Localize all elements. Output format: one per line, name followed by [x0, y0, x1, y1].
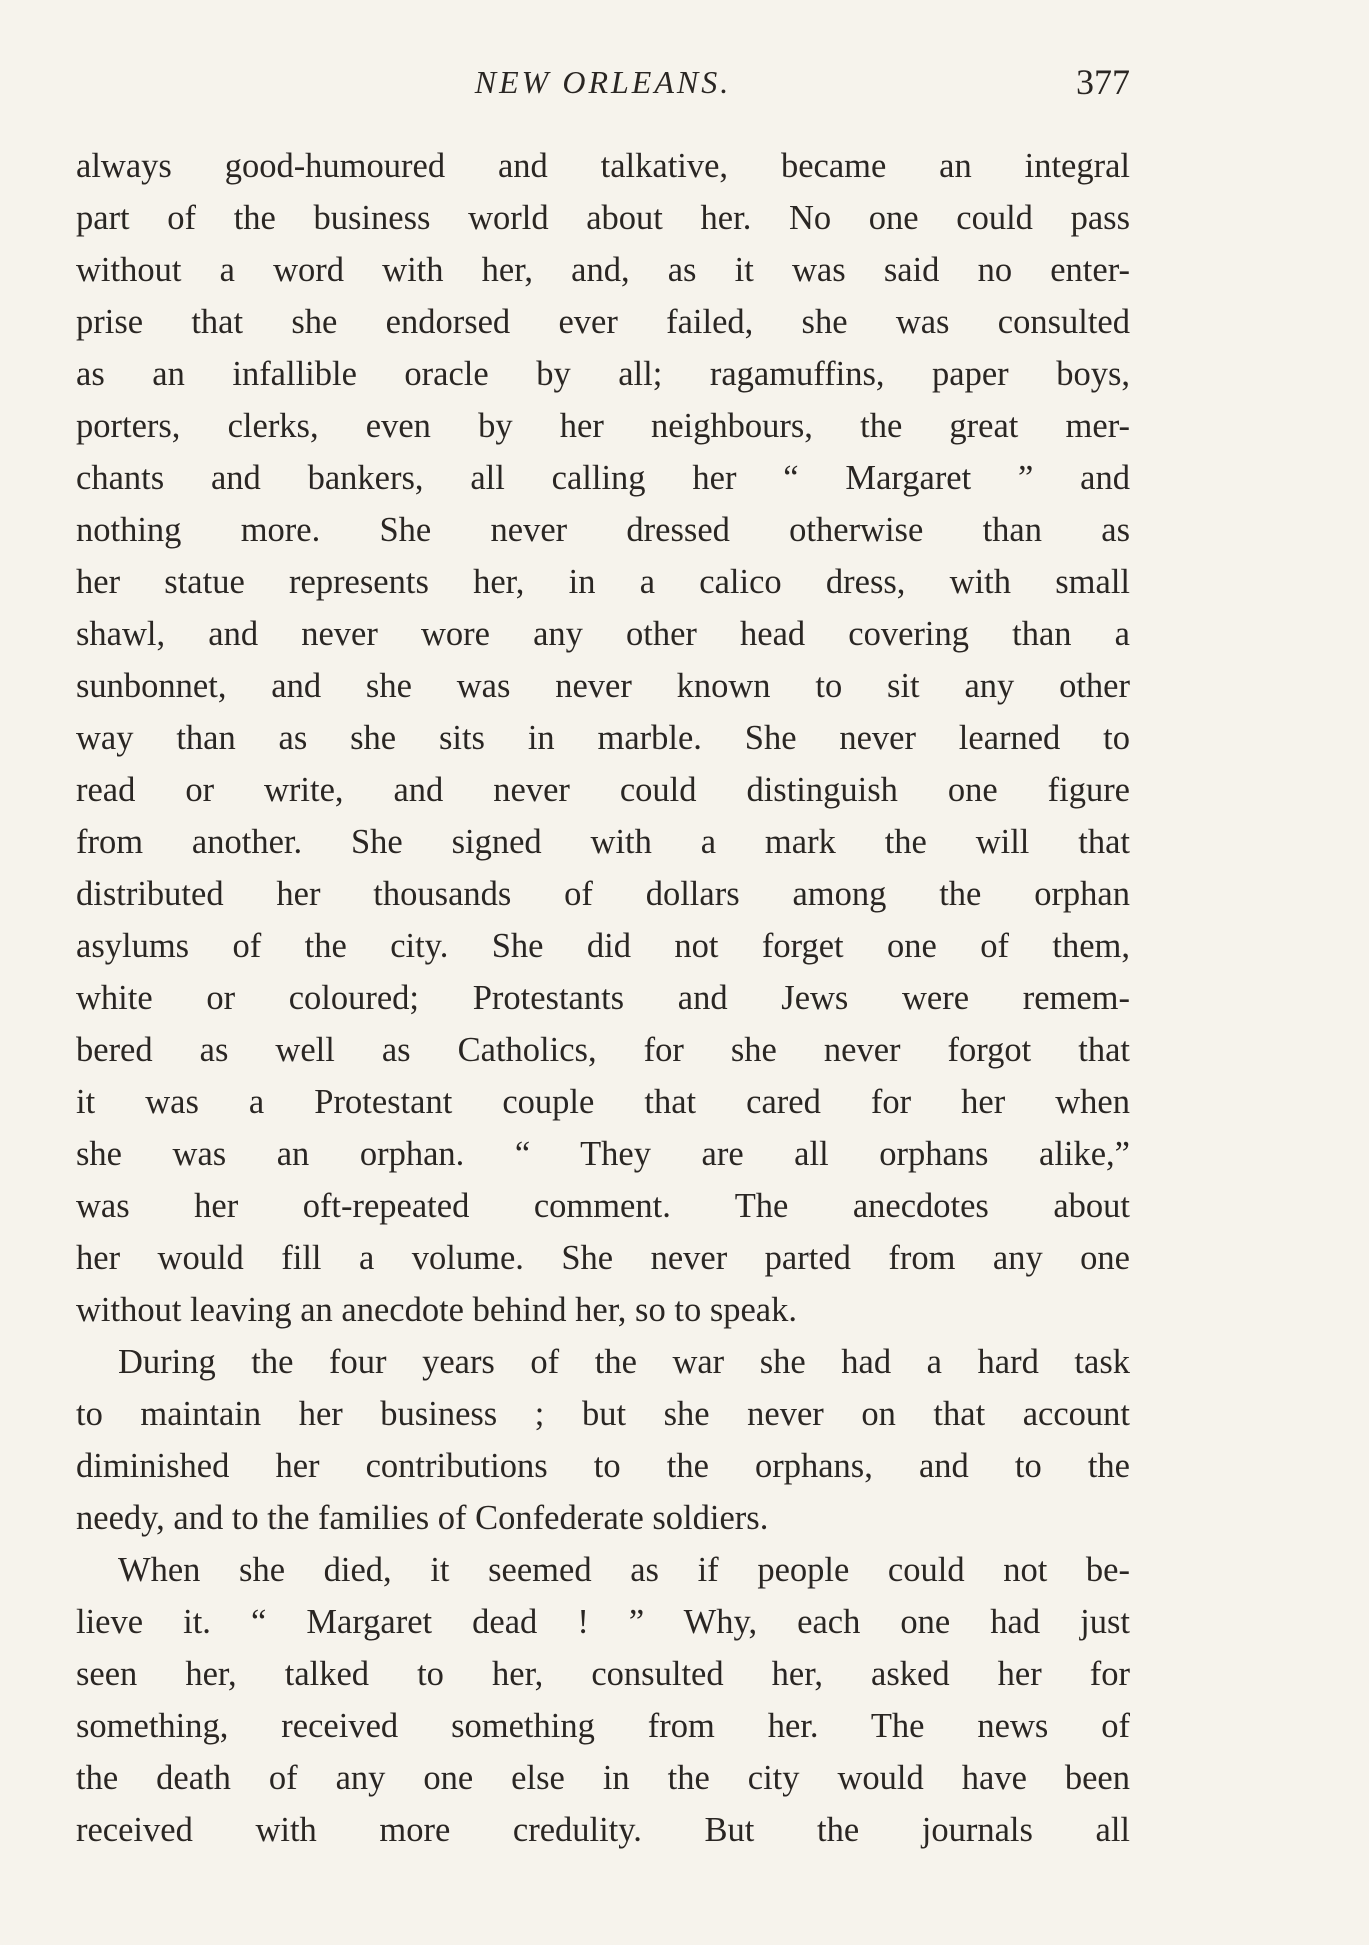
text-line: without leaving an anecdote behind her, so to speak. [76, 1291, 797, 1329]
text-line: it was a Protestant couple that cared for her when [76, 1083, 1130, 1121]
text-line: received with more credulity. But the journals all [76, 1811, 1130, 1849]
text-line: distributed her thousands of dollars among the orphan [76, 875, 1130, 913]
text-line: without a word with her, and, as it was said no enter- [76, 251, 1130, 289]
text-line: When she died, it seemed as if people could not be- [118, 1551, 1130, 1589]
body-text [76, 140, 1130, 1856]
text-line: read or write, and never could distinguish one figure [76, 771, 1130, 809]
text-line: During the four years of the war she had a hard task [118, 1343, 1130, 1381]
text-line: way than as she sits in marble. She never learned to [76, 719, 1130, 757]
text-line: she was an orphan. “ They are all orphans alike,” [76, 1135, 1130, 1173]
text-line: was her oft-repeated comment. The anecdotes about [76, 1187, 1130, 1225]
running-head [76, 58, 1130, 106]
text-line: bered as well as Catholics, for she never forgot that [76, 1031, 1130, 1069]
page-number: 377 [1076, 62, 1130, 102]
text-line: shawl, and never wore any other head covering than a [76, 615, 1130, 653]
text-line: needy, and to the families of Confederate soldiers. [76, 1499, 769, 1537]
text-line: to maintain her business ; but she never on that account [76, 1395, 1130, 1433]
text-line: as an infallible oracle by all; ragamuffins, paper boys, [76, 355, 1130, 393]
text-line: white or coloured; Protestants and Jews were remem- [76, 979, 1130, 1017]
text-line: part of the business world about her. No one could pass [76, 199, 1130, 237]
text-line: chants and bankers, all calling her “ Margaret ” and [76, 459, 1130, 497]
text-line: prise that she endorsed ever failed, she was consulted [76, 303, 1130, 341]
text-line: something, received something from her. The news of [76, 1707, 1130, 1745]
text-line: diminished her contributions to the orphans, and to the [76, 1447, 1130, 1485]
text-line: asylums of the city. She did not forget one of them, [76, 927, 1130, 965]
text-line: seen her, talked to her, consulted her, asked her for [76, 1655, 1130, 1693]
text-line: the death of any one else in the city would have been [76, 1759, 1130, 1797]
text-line: her would fill a volume. She never parted from any one [76, 1239, 1130, 1277]
running-title: NEW ORLEANS. [474, 64, 732, 100]
text-line: her statue represents her, in a calico dress, with small [76, 563, 1130, 601]
text-line: porters, clerks, even by her neighbours, the great mer- [76, 407, 1130, 445]
text-line: sunbonnet, and she was never known to sit any other [76, 667, 1130, 705]
text-line: lieve it. “ Margaret dead ! ” Why, each one had just [76, 1603, 1130, 1641]
text-line: from another. She signed with a mark the will that [76, 823, 1130, 861]
text-line: always good-humoured and talkative, became an integral [76, 147, 1130, 185]
text-line: nothing more. She never dressed otherwise than as [76, 511, 1130, 549]
